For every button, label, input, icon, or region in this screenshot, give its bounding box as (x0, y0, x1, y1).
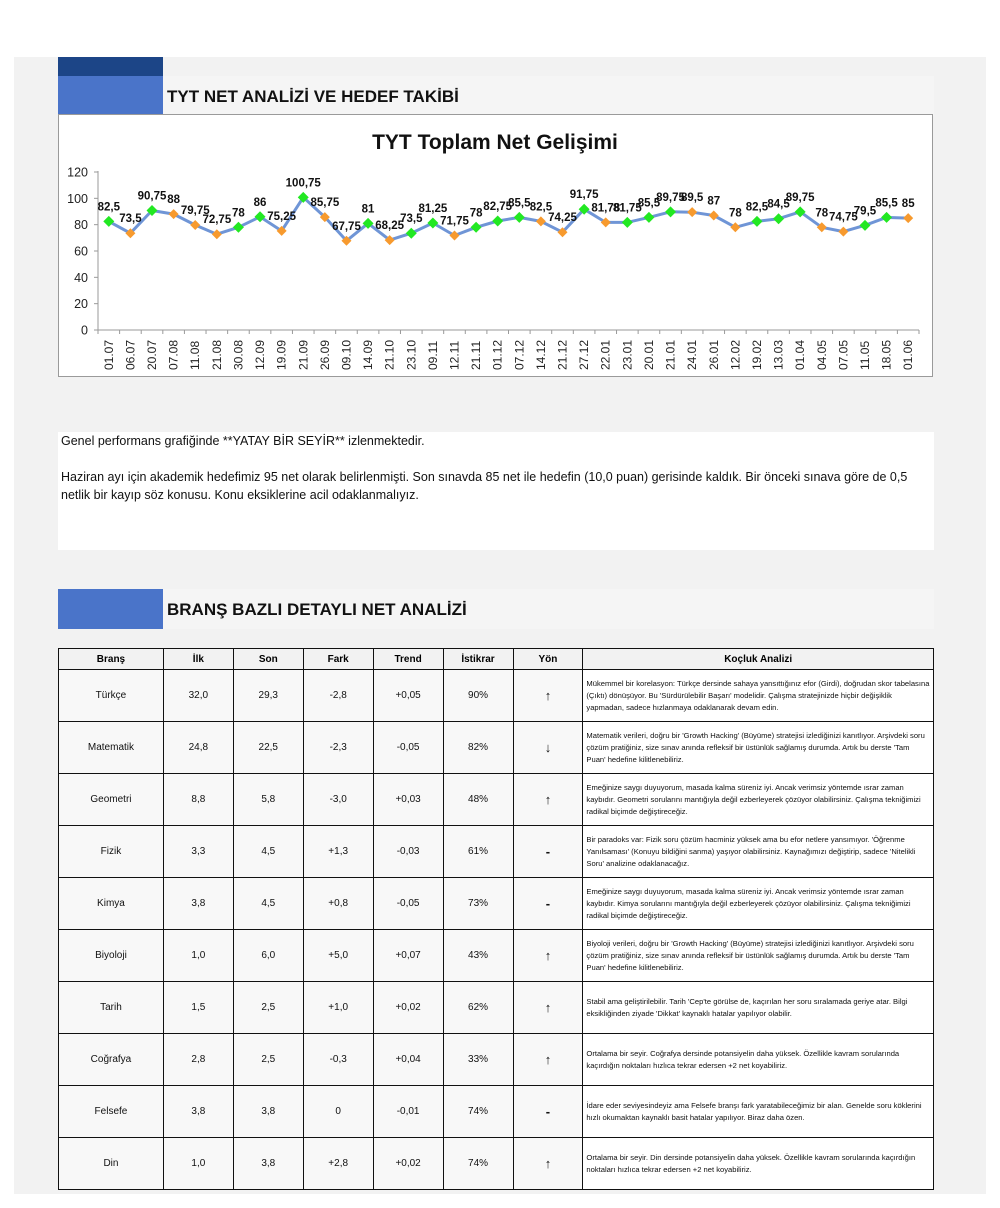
cell-son: 6,0 (233, 930, 303, 982)
cell-yon: ↑ (513, 982, 583, 1034)
table-row (59, 930, 934, 982)
x-tick-label: 12.11 (447, 340, 462, 370)
cell-son: 3,8 (233, 1086, 303, 1138)
data-point-down (190, 220, 200, 230)
cell-son: 4,5 (233, 826, 303, 878)
table-row (59, 774, 934, 826)
data-point-up (406, 228, 417, 239)
cell-son: 22,5 (233, 722, 303, 774)
x-tick-label: 07.08 (166, 339, 181, 370)
x-tick-label: 13.03 (771, 339, 786, 370)
cell-brans: Kimya (59, 878, 164, 930)
cell-fark: -0,3 (303, 1034, 373, 1086)
cell-brans: Biyoloji (59, 930, 164, 982)
cell-fark: -3,0 (303, 774, 373, 826)
data-point-up (471, 222, 482, 233)
data-label: 75,25 (267, 210, 297, 223)
cell-ilk: 3,3 (163, 826, 233, 878)
cell-ilk: 1,0 (163, 1138, 233, 1190)
table-row (59, 982, 934, 1034)
cell-brans: Felsefe (59, 1086, 164, 1138)
x-tick-label: 21.08 (209, 339, 224, 370)
x-tick-label: 19.09 (274, 339, 289, 370)
x-tick-label: 21.11 (469, 340, 484, 370)
cell-yon: ↑ (513, 774, 583, 826)
x-tick-label: 01.07 (101, 339, 116, 370)
cell-kocluk: Bir paradoks var: Fizik soru çözüm hacminiz yüksek ama bu efor netlere yansımıyor. 'Öğrenme Yanılsaması' (Konuyu bildiğini sanma) yaşıyor olabilirsiniz. Kaynağımızı değiştirip, sadece 'Nitelikli Soru' analizine odaklanacağız. (583, 826, 934, 878)
x-tick-label: 27.12 (577, 339, 592, 370)
y-tick-label: 40 (74, 270, 88, 285)
cell-istikrar: 90% (443, 670, 513, 722)
header-son: Son (233, 649, 303, 670)
cell-brans: Türkçe (59, 670, 164, 722)
cell-fark: +2,8 (303, 1138, 373, 1190)
cell-trend: -0,01 (373, 1086, 443, 1138)
x-tick-label: 20.07 (145, 339, 160, 370)
cell-ilk: 8,8 (163, 774, 233, 826)
x-tick-label: 21.10 (382, 339, 397, 370)
cell-kocluk: Mükemmel bir korelasyon: Türkçe dersinde sahaya yansıttığınız efor (Girdi), doğrudan skor tabelasına (Çıktı) dönüşüyor. Bu 'Sürdürülebilir Başarı' modelidir. Çalışma stratejinizde hiçbir değişiklik yapmadan, sadece hızlanmaya odaklanarak devam edin. (583, 670, 934, 722)
data-point-up (751, 216, 762, 227)
data-label: 82,5 (529, 201, 553, 214)
data-label: 73,5 (119, 213, 142, 226)
cell-fark: +1,3 (303, 826, 373, 878)
data-label: 78 (815, 207, 829, 220)
cell-ilk: 1,0 (163, 930, 233, 982)
header-fark: Fark (303, 649, 373, 670)
net-line-chart (59, 115, 932, 376)
cell-kocluk: Stabil ama geliştirilebilir. Tarih 'Cep'te görülse de, kaçırılan her soru sıralamada geriye atar. Bilgi eksikliğinden ziyade 'Dikkat' kaynaklı hatalar yapılıyor olabilir. (583, 982, 934, 1034)
data-point-down (212, 229, 222, 239)
table-row (59, 878, 934, 930)
cell-ilk: 3,8 (163, 1086, 233, 1138)
data-label: 85,5 (508, 197, 531, 210)
cell-son: 3,8 (233, 1138, 303, 1190)
cell-kocluk: Emeğinize saygı duyuyorum, masada kalma süreniz iyi. Ancak verimsiz yöntemde ısrar zaman kaybıdır. Geometri sorularını mantığıyla değil ezberleyerek çözüyor olabilirsiniz. Çalışma tekniğimizi radikal biçimde değiştireceğiz. (583, 774, 934, 826)
table-row (59, 1086, 934, 1138)
cell-son: 2,5 (233, 982, 303, 1034)
cell-brans: Matematik (59, 722, 164, 774)
cell-fark: +5,0 (303, 930, 373, 982)
data-label: 87 (707, 195, 721, 208)
header-trend: Trend (373, 649, 443, 670)
header-istikrar: İstikrar (443, 649, 513, 670)
branch-analysis-table (58, 648, 934, 1190)
cell-istikrar: 33% (443, 1034, 513, 1086)
cell-yon: - (513, 826, 583, 878)
data-label: 78 (232, 207, 245, 220)
x-tick-label: 07.05 (836, 339, 851, 370)
cell-trend: -0,03 (373, 826, 443, 878)
data-label: 73,5 (400, 213, 423, 226)
cell-ilk: 1,5 (163, 982, 233, 1034)
x-tick-label: 12.02 (728, 339, 743, 370)
table-row (59, 1138, 934, 1190)
data-label: 90,75 (137, 190, 167, 203)
x-tick-label: 23.01 (620, 339, 635, 370)
header-yon: Yön (513, 649, 583, 670)
data-label: 74,75 (828, 211, 858, 224)
data-point-down (838, 227, 848, 237)
data-label: 82,5 (745, 201, 769, 214)
chart-title: TYT Toplam Net Gelişimi (372, 131, 618, 154)
y-tick-label: 120 (67, 165, 88, 180)
data-label: 89,5 (680, 192, 704, 205)
table-row (59, 1034, 934, 1086)
summary-line-2: Haziran ayı için akademik hedefimiz 95 net olarak belirlenmişti. Son sınavda 85 net ile hedefin (10,0 puan) gerisinde kaldık. Bir önceki sınava göre de 0,5 netlik bir kayıp söz konusu. Konu eksiklerine acil odaklanmalıyız. (61, 470, 908, 502)
cell-trend: +0,02 (373, 1138, 443, 1190)
data-point-up (233, 222, 244, 233)
data-point-up (622, 217, 633, 228)
header-accent-dark (58, 57, 163, 76)
cell-son: 5,8 (233, 774, 303, 826)
cell-istikrar: 61% (443, 826, 513, 878)
data-label: 81 (361, 203, 375, 216)
cell-brans: Coğrafya (59, 1034, 164, 1086)
x-tick-label: 24.01 (685, 339, 700, 370)
data-label: 78 (728, 207, 742, 220)
x-tick-label: 21.12 (555, 339, 570, 370)
cell-istikrar: 82% (443, 722, 513, 774)
cell-yon: - (513, 878, 583, 930)
cell-yon: ↑ (513, 1034, 583, 1086)
x-tick-label: 20.01 (641, 339, 656, 370)
data-point-up (859, 220, 870, 231)
x-tick-label: 19.02 (749, 339, 764, 370)
header-ilk: İlk (163, 649, 233, 670)
cell-yon: ↑ (513, 1138, 583, 1190)
cell-kocluk: Ortalama bir seyir. Coğrafya dersinde potansiyelin daha yüksek. Özellikle kavram sorularında kaçırdığın noktaları hızlıca tekrar edersen +2 net koyabiliriz. (583, 1034, 934, 1086)
data-point-up (103, 216, 114, 227)
data-point-up (881, 212, 892, 223)
x-tick-label: 21.09 (296, 339, 311, 370)
x-tick-label: 26.09 (317, 339, 332, 370)
cell-istikrar: 74% (443, 1086, 513, 1138)
x-tick-label: 06.07 (123, 339, 138, 370)
y-tick-label: 80 (74, 218, 88, 233)
cell-kocluk: İdare eder seviyesindeyiz ama Felsefe branşı fark yaratabileceğimiz bir alan. Genelde soru köklerini hızlı okumaktan kaynaklı basit hatalar yapılıyor. Biraz daha özen. (583, 1086, 934, 1138)
cell-ilk: 3,8 (163, 878, 233, 930)
data-label: 100,75 (285, 177, 321, 190)
data-point-down (536, 216, 546, 226)
summary-line-1: Genel performans grafiğinde **YATAY BİR SEYİR** izlenmektedir. (61, 434, 425, 448)
y-tick-label: 60 (74, 244, 88, 259)
cell-ilk: 32,0 (163, 670, 233, 722)
data-label: 85 (901, 198, 915, 211)
cell-istikrar: 43% (443, 930, 513, 982)
data-label: 81,75 (612, 202, 642, 215)
summary-box (58, 432, 934, 550)
data-label: 79,5 (853, 205, 877, 218)
x-tick-label: 09.10 (339, 339, 354, 370)
cell-trend: +0,05 (373, 670, 443, 722)
cell-trend: +0,02 (373, 982, 443, 1034)
cell-son: 2,5 (233, 1034, 303, 1086)
data-point-up (773, 213, 784, 224)
data-point-down (169, 209, 179, 219)
data-point-up (492, 216, 503, 227)
cell-istikrar: 48% (443, 774, 513, 826)
cell-yon: - (513, 1086, 583, 1138)
y-tick-label: 0 (81, 323, 88, 338)
cell-istikrar: 73% (443, 878, 513, 930)
x-tick-label: 11.08 (188, 340, 203, 370)
cell-istikrar: 62% (443, 982, 513, 1034)
x-tick-label: 01.06 (901, 339, 916, 370)
x-tick-label: 01.04 (793, 339, 808, 370)
x-tick-label: 18.05 (879, 339, 894, 370)
x-tick-label: 09.11 (425, 340, 440, 370)
cell-son: 29,3 (233, 670, 303, 722)
cell-trend: -0,05 (373, 878, 443, 930)
net-chart (58, 114, 933, 377)
cell-kocluk: Matematik verileri, doğru bir 'Growth Hacking' (Büyüme) stratejisi izlediğinizi kanıtlıyor. Arşivdeki soru çözüm pratiğiniz, size sınav anında refleksif bir üstünlük sağlamış durumda. Artık bu derste 'Tam Puan' hedefine kilitlenebiliriz. (583, 722, 934, 774)
cell-brans: Din (59, 1138, 164, 1190)
x-tick-label: 01.12 (490, 339, 505, 370)
cell-trend: +0,04 (373, 1034, 443, 1086)
data-point-up (514, 212, 525, 223)
data-label: 86 (253, 196, 267, 209)
cell-trend: +0,07 (373, 930, 443, 982)
data-label: 82,5 (97, 201, 120, 214)
x-tick-label: 07.12 (512, 339, 527, 370)
x-tick-label: 12.09 (253, 339, 268, 370)
x-tick-label: 14.12 (533, 339, 548, 370)
x-tick-label: 26.01 (706, 339, 721, 370)
data-label: 85,75 (310, 197, 340, 210)
header-brans: Branş (59, 649, 164, 670)
cell-trend: +0,03 (373, 774, 443, 826)
section2-title: BRANŞ BAZLI DETAYLI NET ANALİZİ (167, 600, 467, 619)
data-label: 89,75 (656, 191, 685, 204)
data-label: 67,75 (332, 220, 361, 233)
x-tick-label: 30.08 (231, 339, 246, 370)
data-label: 74,25 (548, 212, 577, 225)
data-label: 85,5 (875, 197, 898, 210)
data-label: 71,75 (440, 215, 469, 228)
cell-ilk: 2,8 (163, 1034, 233, 1086)
cell-fark: -2,3 (303, 722, 373, 774)
cell-brans: Tarih (59, 982, 164, 1034)
data-label: 91,75 (569, 189, 599, 202)
data-label: 81,78 (591, 202, 621, 215)
cell-kocluk: Biyoloji verileri, doğru bir 'Growth Hacking' (Büyüme) stratejisi izlediğinizi kanıtlıyor. Arşivdeki soru çözüm pratiğiniz, size sınav anında refleksif bir üstünlük sağlamış durumda. Artık bu derste 'Tam Puan' hedefine kilitlenebiliriz. (583, 930, 934, 982)
cell-fark: 0 (303, 1086, 373, 1138)
cell-kocluk: Ortalama bir seyir. Din dersinde potansiyelin daha yüksek. Özellikle kavram sorularında kaçırdığın noktaları hızlıca tekrar edersen +2 net koyabiliriz. (583, 1138, 934, 1190)
data-label: 84,5 (767, 198, 790, 211)
cell-kocluk: Emeğinize saygı duyuyorum, masada kalma süreniz iyi. Ancak verimsiz yöntemde ısrar zaman kaybıdır. Kimya sorularını mantığıyla değil ezberleyerek çözüyor olabilirsiniz. Çalışma tekniğimizi radikal biçimde değiştireceğiz. (583, 878, 934, 930)
cell-istikrar: 74% (443, 1138, 513, 1190)
table-row (59, 722, 934, 774)
cell-yon: ↓ (513, 722, 583, 774)
data-label: 72,75 (202, 214, 232, 227)
cell-brans: Geometri (59, 774, 164, 826)
x-tick-label: 23.10 (404, 339, 419, 370)
section1-header-accent (58, 76, 163, 116)
data-label: 68,25 (375, 220, 405, 233)
cell-fark: +1,0 (303, 982, 373, 1034)
data-label: 89,75 (785, 191, 815, 204)
x-tick-label: 14.09 (361, 339, 376, 370)
x-tick-label: 22.01 (598, 339, 613, 370)
x-tick-label: 11.05 (857, 340, 872, 370)
cell-son: 4,5 (233, 878, 303, 930)
cell-yon: ↑ (513, 670, 583, 722)
data-point-down (903, 213, 913, 223)
cell-ilk: 24,8 (163, 722, 233, 774)
section1-title: TYT NET ANALİZİ VE HEDEF TAKİBİ (167, 87, 459, 106)
cell-fark: -2,8 (303, 670, 373, 722)
data-label: 82,75 (483, 201, 513, 214)
data-label: 78 (469, 207, 483, 220)
data-label: 88 (167, 194, 181, 207)
data-point-up (665, 206, 676, 217)
data-label: 85,5 (637, 197, 661, 210)
table-row (59, 670, 934, 722)
data-point-up (643, 212, 654, 223)
cell-trend: -0,05 (373, 722, 443, 774)
data-label: 81,25 (418, 203, 448, 216)
y-tick-label: 20 (74, 297, 88, 312)
cell-yon: ↑ (513, 930, 583, 982)
table-header-row (59, 649, 934, 670)
section2-header-accent (58, 589, 163, 629)
data-label: 79,75 (180, 204, 210, 217)
cell-fark: +0,8 (303, 878, 373, 930)
data-point-down (687, 207, 697, 217)
header-kocluk: Koçluk Analizi (583, 649, 934, 670)
cell-brans: Fizik (59, 826, 164, 878)
x-tick-label: 04.05 (814, 339, 829, 370)
table-row (59, 826, 934, 878)
y-tick-label: 100 (67, 191, 88, 206)
x-tick-label: 21.01 (663, 339, 678, 370)
